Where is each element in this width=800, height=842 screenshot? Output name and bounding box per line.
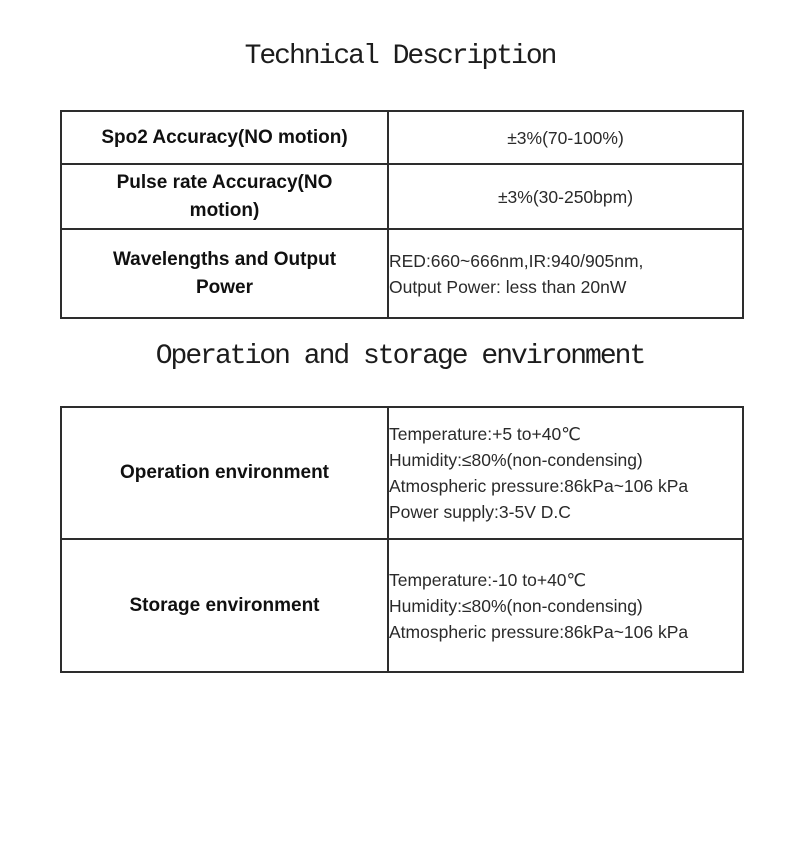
spec-value-cell: ±3%(30-250bpm) bbox=[388, 164, 743, 229]
spec-value-line: Atmospheric pressure:86kPa~106 kPa bbox=[389, 476, 689, 496]
spec-value-line: Humidity:≤80%(non-condensing) bbox=[389, 450, 643, 470]
spec-value-cell bbox=[388, 539, 743, 672]
spec-label: Pulse rate Accuracy(NO motion) bbox=[116, 171, 333, 221]
table-row-operation-environment bbox=[61, 407, 743, 539]
spec-value-cell bbox=[388, 407, 743, 539]
spec-value-cell: ±3%(70-100%) bbox=[388, 111, 743, 164]
spec-value-line: RED:660~666nm,IR:940/905nm, bbox=[389, 250, 644, 271]
spec-value-line: Humidity:≤80%(non-condensing) bbox=[389, 595, 643, 616]
spec-label-cell bbox=[61, 111, 388, 164]
spec-label-cell bbox=[61, 539, 388, 672]
spec-label: Operation environment bbox=[119, 462, 330, 483]
spec-value-line: Atmospheric pressure:86kPa~106 kPa bbox=[389, 621, 689, 642]
spec-label: Wavelengths and Output Power bbox=[112, 248, 337, 298]
section-title-operation-storage-environment: Operation and storage environment bbox=[155, 341, 645, 372]
spec-value-line: Output Power: less than 20nW bbox=[389, 276, 627, 297]
table-row-spo2-accuracy bbox=[61, 111, 743, 164]
table-row-storage-environment bbox=[61, 539, 743, 672]
table-row-pulse-rate-accuracy bbox=[61, 164, 743, 229]
spec-label-cell bbox=[61, 407, 388, 539]
spec-label: Spo2 Accuracy(NO motion) bbox=[101, 126, 348, 148]
spec-value-cell bbox=[388, 229, 743, 318]
technical-description-table bbox=[60, 110, 744, 319]
spec-value-line: Temperature:+5 to+40℃ bbox=[389, 424, 581, 444]
spec-value-line: Temperature:-10 to+40℃ bbox=[389, 569, 587, 590]
spec-label: Storage environment bbox=[129, 594, 320, 616]
document-page bbox=[0, 42, 800, 673]
spec-label-cell bbox=[61, 164, 388, 229]
operation-storage-environment-table bbox=[60, 406, 744, 673]
section-title-technical-description: Technical Description bbox=[244, 41, 556, 72]
spec-value-line: Power supply:3-5V D.C bbox=[389, 502, 571, 522]
table-row-wavelengths-output-power bbox=[61, 229, 743, 318]
spec-label-cell bbox=[61, 229, 388, 318]
